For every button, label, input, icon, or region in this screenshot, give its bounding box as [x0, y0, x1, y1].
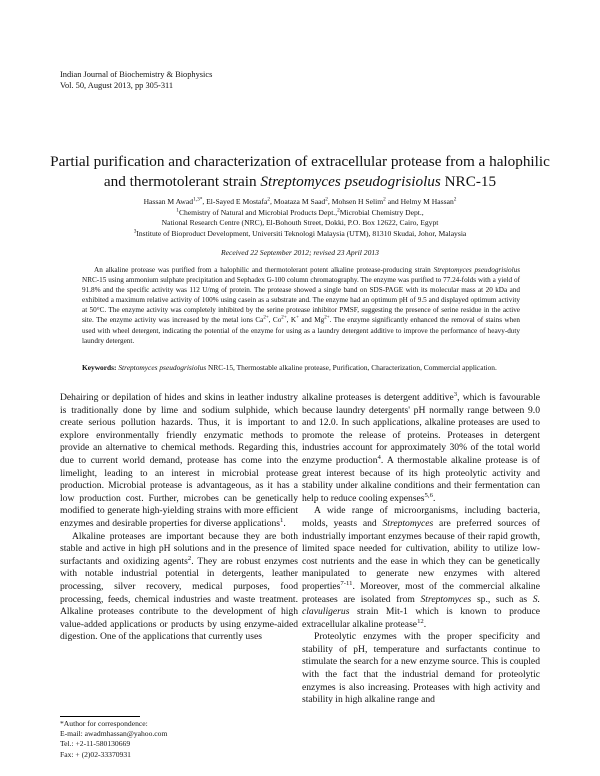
footnote-divider: [60, 716, 140, 717]
abstract-sup-1: 2+: [263, 316, 269, 322]
footnote-email: E-mail: awadmhassan@yahoo.com: [60, 729, 168, 739]
author-block: [40, 197, 560, 239]
title-line-2-prefix: and thermotolerant strain: [103, 173, 261, 190]
abstract-sup-2: 2+: [281, 316, 287, 322]
abstract-species: Streptomyces pseudogrisiolus: [433, 266, 520, 274]
right-p2-italic-2: Streptomyces: [420, 593, 472, 605]
abstract-text-2: NRC-15 using ammonium sulphate precipitation and Sephadex G-100 column chromatography. The enzyme was purified to 77.24-folds with a yield of 91.8% and the specific activity was 112 U/mg of protein. The protease showed a single band on SDS-PAGE with its molecular mass at 20 kDa and exhibited a maximum relative activity of 100% using casein as a substrate and. The enzyme had an optimum pH of 9.5 and displayed optimum activity at 50°C. The enzyme activity was completely inhibited by the serine protease inhibitor PMSF, suggesting the presence of serine residue in the active site. The enzyme activity was increased by the metal ions Ca: [82, 276, 520, 325]
abstract: [82, 265, 520, 346]
title-line-2: [40, 172, 560, 192]
right-p1-sup-2: 4: [377, 453, 381, 461]
right-p2-italic-3: S. clavuligerus: [302, 593, 540, 618]
affiliation-line-1: [40, 208, 560, 219]
right-p1-end: .: [432, 492, 436, 504]
journal-header: [60, 69, 212, 91]
paper-title: [40, 152, 560, 192]
aff1-sup: 1: [176, 206, 179, 213]
correspondence-footnote: [60, 719, 167, 760]
journal-volume: Vol. 50, August 2013, pp 305-311: [60, 81, 174, 90]
right-p2-text-c: . Moreover, most of the commercial alkaline proteases are isolated from: [302, 580, 540, 605]
author-1-sup: 1,3*: [193, 196, 203, 203]
right-p2-italic: Streptomyces: [382, 517, 434, 529]
abstract-text-6: . The enzyme significantly enhanced the removal of stains when used with wheel detergent, indicating the potential of the enzyme for using as a laundry detergent additive to improve the performance of heavy-duty laundry detergent.: [82, 316, 520, 345]
author-5: and Helmy M Hassan: [385, 197, 454, 206]
abstract-text-5: and Mg: [298, 316, 325, 325]
author-1: Hassan M Awad: [143, 197, 194, 206]
right-p1-sup-3: 5,6: [424, 491, 433, 499]
right-p2-sup: 7-11: [340, 579, 353, 587]
footnote-tel: Tel.: +2-11-580130669: [60, 739, 131, 749]
right-p2-sup-2: 12: [417, 617, 424, 625]
keywords-species: Streptomyces pseudogrisiolus: [118, 363, 207, 372]
affiliation-line-3: [40, 229, 560, 240]
left-p1-text: Dehairing or depilation of hides and skins in leather industry is traditionally done by lime and sodium sulphide, which create serious pollution hazards. Thus, it is important to explore environmentally friendly enzymatic methods to provide an alternative to chemical methods. Regarding this, due to current world demand, protease has come into the limelight, leading to an interest in microbial protease production. Microbial protease is advantageous, as it has a low production cost. Further, microbes can be genetically modified to generate high-yielding strains with more efficient enzymes and desirable properties for diverse applications: [60, 392, 298, 529]
right-p1-text-c: . A thermostable alkaline protease is of great interest because of its high proteolytic activity and stability under alkaline conditions and their fermentation can help to reduce cooling expenses: [302, 454, 540, 504]
left-p1-end: .: [283, 517, 286, 529]
footnote-fax: Fax: + (2)02-33370931: [60, 749, 131, 759]
abstract-text-1: An alkaline protease was purified from a halophilic and thermotolerant potent alkaline protease-producing strain: [94, 266, 434, 274]
abstract-text-4: , K: [286, 316, 297, 325]
received-dates: Received 22 September 2012; revised 23 April 2013: [221, 248, 379, 257]
title-line-1: Partial purification and characterization of extracellular protease from a halophilic: [50, 153, 550, 170]
author-5-sup: 2: [453, 196, 457, 203]
right-paragraph-1: [302, 392, 540, 505]
left-paragraph-1: [60, 392, 298, 531]
right-p1-sup: 3: [453, 390, 458, 398]
left-column: [60, 392, 298, 644]
left-p2-sup: 2: [187, 554, 192, 562]
aff1-text: Chemistry of Natural and Microbial Products Dept.,: [178, 207, 338, 217]
aff2-sup: 2: [337, 206, 340, 213]
left-p2-end: . They are robust enzymes with notable industrial potential in detergents, leather processing, silver recovery, medical purposes, food processing, feeds, chemical industries and waste treatment. Alkaline proteases contribute to the development of high value-added applications or products by using enzyme-aided digestion. One of the applications that currently uses: [60, 555, 299, 643]
author-names: [40, 197, 560, 208]
aff3-sup: 3: [133, 227, 137, 234]
right-p2-text-b: are preferred sources of industrially important enzymes because of their rapid growth, limited space needed for cultivation, ability to utilize low-cost nutrients and the ease in which they can be genetically manipulated to generate new enzymes with altered properties: [302, 517, 540, 592]
journal-name: Indian Journal of Biochemistry & Biophysics: [60, 70, 213, 79]
left-p2-text: Alkaline proteases are important because they are both stable and active in high pH solutions and in the presence of surfactants and oxidizing agents: [60, 530, 298, 567]
abstract-sup-4: 2+: [324, 316, 330, 322]
abstract-text-3: , Co: [268, 316, 282, 325]
title-species: Streptomyces pseudogrisiolus: [260, 173, 441, 190]
aff3-text: Institute of Bioproduct Development, Universiti Teknologi Malaysia (UTM), 81310 Skudai, Johor, Malaysia: [136, 228, 467, 238]
right-paragraph-3: Proteolytic enzymes with the proper specificity and stability of pH, temperature and surfactants continue to stimulate the search for a new enzyme source. This is coupled with the fact that the industrial demand for proteolytic enzymes is also increasing. Proteases with high activity and stability in high alkaline range and: [302, 631, 540, 706]
title-line-2-suffix: NRC-15: [440, 173, 497, 190]
author-2: , El-Sayed E Mostafa: [202, 197, 268, 206]
author-3-sup: 2: [325, 196, 328, 203]
right-p2-text-d: sp., such as: [471, 593, 533, 605]
right-p2-text: A wide range of microorganisms, including bacteria, molds, yeasts and: [302, 505, 540, 529]
aff2-text: Microbial Chemistry Dept.,: [339, 207, 424, 217]
footnote-label: *Author for correspondence:: [60, 719, 148, 728]
affiliation-line-2: National Research Centre (NRC), El-Bohouth Street, Dokki, P.O. Box 12622, Cairo, Egypt: [161, 218, 439, 227]
right-paragraph-2: [302, 505, 540, 631]
author-3: , Moataza M Saad: [269, 197, 326, 206]
right-column: [302, 392, 540, 707]
abstract-sup-3: +: [296, 316, 299, 322]
right-p1-text-b: , which is favourable because laundry detergents' pH normally range between 9.0 and 12.0. In such applications, alkaline proteases are used to promote the release of proteins. Proteases in detergent industries account for approximately 30% of the total world enzyme production: [302, 392, 540, 466]
keywords-label: Keywords:: [82, 363, 117, 372]
left-p1-sup: 1: [280, 516, 284, 524]
author-4-sup: 2: [383, 196, 386, 203]
keywords-list: NRC-15, Thermostable alkaline protease, Purification, Characterization, Commercial application.: [206, 363, 497, 372]
left-paragraph-2: [60, 531, 298, 644]
right-p2-text-e: strain Mit-1 which is known to produce extracellular alkaline protease: [302, 606, 540, 630]
author-4: , Mohsen H Selim: [327, 197, 384, 206]
keywords: [82, 363, 520, 373]
right-p1-text: alkaline proteases is detergent additive: [302, 392, 454, 403]
author-2-sup: 2: [267, 196, 270, 203]
right-p2-end: .: [423, 618, 427, 630]
